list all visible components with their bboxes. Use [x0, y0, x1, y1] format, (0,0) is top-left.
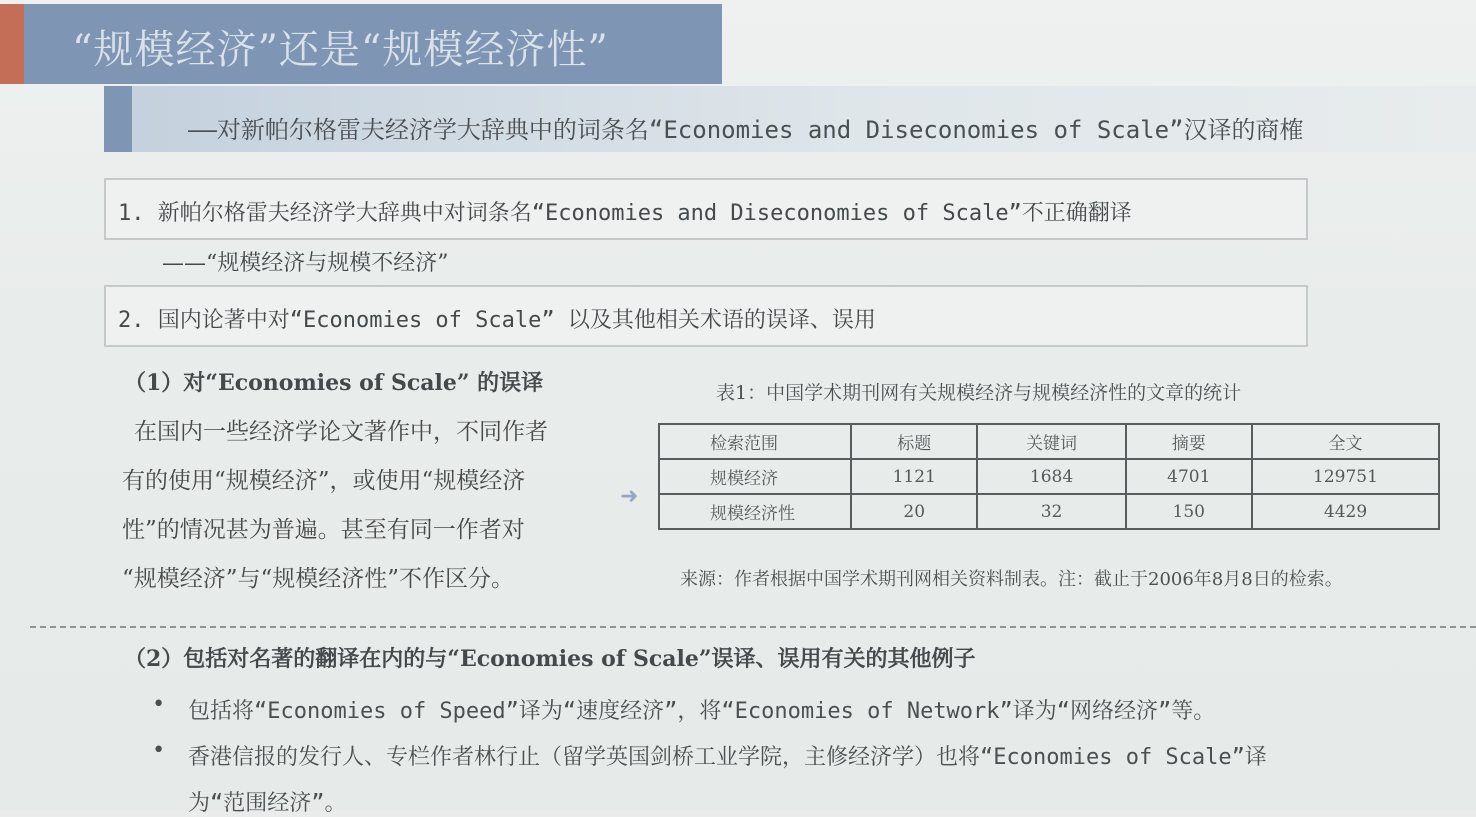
- table-header-cell: 标题: [851, 424, 977, 459]
- table-cell: 20: [851, 494, 977, 529]
- part1-paragraph: [122, 408, 622, 604]
- table-caption: 表1：中国学术期刊网有关规模经济与规模经济性的文章的统计: [716, 382, 1242, 404]
- table-header-cell: 检索范围: [659, 424, 851, 459]
- table-cell: 1121: [851, 459, 977, 494]
- list-item-text: 包括将“Economies of Speed”译为“速度经济”，将“Economies of Network”译为“网络经济”等。: [188, 699, 1216, 724]
- table-row: [659, 494, 1439, 529]
- table-cell: 129751: [1252, 459, 1439, 494]
- table-source-note: 来源：作者根据中国学术期刊网相关资料制表。注：截止于2006年8月8日的检索。: [680, 569, 1343, 590]
- section1-sub: ——“规模经济与规模不经济”: [162, 251, 449, 276]
- table-header-row: [659, 424, 1439, 459]
- table-header-cell: 摘要: [1126, 424, 1252, 459]
- table-cell: 规模经济性: [659, 494, 851, 529]
- arrow-right-icon: ➜: [620, 484, 639, 509]
- list-item: [152, 738, 1267, 771]
- part2-heading: （2）包括对名著的翻译在内的与“Economies of Scale”误译、误用有关的其他例子: [124, 646, 976, 672]
- table-cell: 32: [977, 494, 1125, 529]
- part1-line: 在国内一些经济学论文著作中，不同作者: [134, 419, 548, 445]
- table-header-cell: 关键词: [977, 424, 1125, 459]
- slide-subtitle: ——对新帕尔格雷夫经济学大辞典中的词条名“Economies and Diseconomies of Scale”汉译的商榷: [188, 116, 1304, 144]
- bullet-icon: •: [152, 692, 166, 717]
- table-cell: 4429: [1252, 494, 1439, 529]
- stats-table: [658, 423, 1440, 530]
- section1-label: 1. 新帕尔格雷夫经济学大辞典中对词条名“Economies and Diseconomies of Scale”不正确翻译: [118, 201, 1132, 226]
- table-cell: 规模经济: [659, 459, 851, 494]
- part1-line: 性”的情况甚为普遍。甚至有同一作者对: [122, 517, 525, 543]
- subtitle-accent: [104, 86, 132, 152]
- section-divider: [30, 626, 1476, 628]
- table-header-cell: 全文: [1252, 424, 1439, 459]
- table-row: [659, 459, 1439, 494]
- list-item-text: 香港信报的发行人、专栏作者林行止（留学英国剑桥工业学院，主修经济学）也将“Economies of Scale”译: [188, 745, 1267, 770]
- table-cell: 150: [1126, 494, 1252, 529]
- list-item: [152, 692, 1216, 725]
- list-item-continuation: 为“范围经济”。: [188, 791, 347, 816]
- part1-heading: （1）对“Economies of Scale” 的误译: [124, 370, 544, 396]
- table-cell: 1684: [977, 459, 1125, 494]
- section2-label: 2. 国内论著中对“Economies of Scale” 以及其他相关术语的误译、误用: [118, 308, 876, 333]
- bullet-icon: •: [152, 738, 166, 763]
- part1-line: “规模经济”与“规模经济性”不作区分。: [122, 566, 515, 592]
- accent-bar: [0, 4, 24, 84]
- table-cell: 4701: [1126, 459, 1252, 494]
- part1-line: 有的使用“规模经济”，或使用“规模经济: [122, 468, 526, 494]
- slide-title: “规模经济”还是“规模经济性”: [72, 27, 609, 73]
